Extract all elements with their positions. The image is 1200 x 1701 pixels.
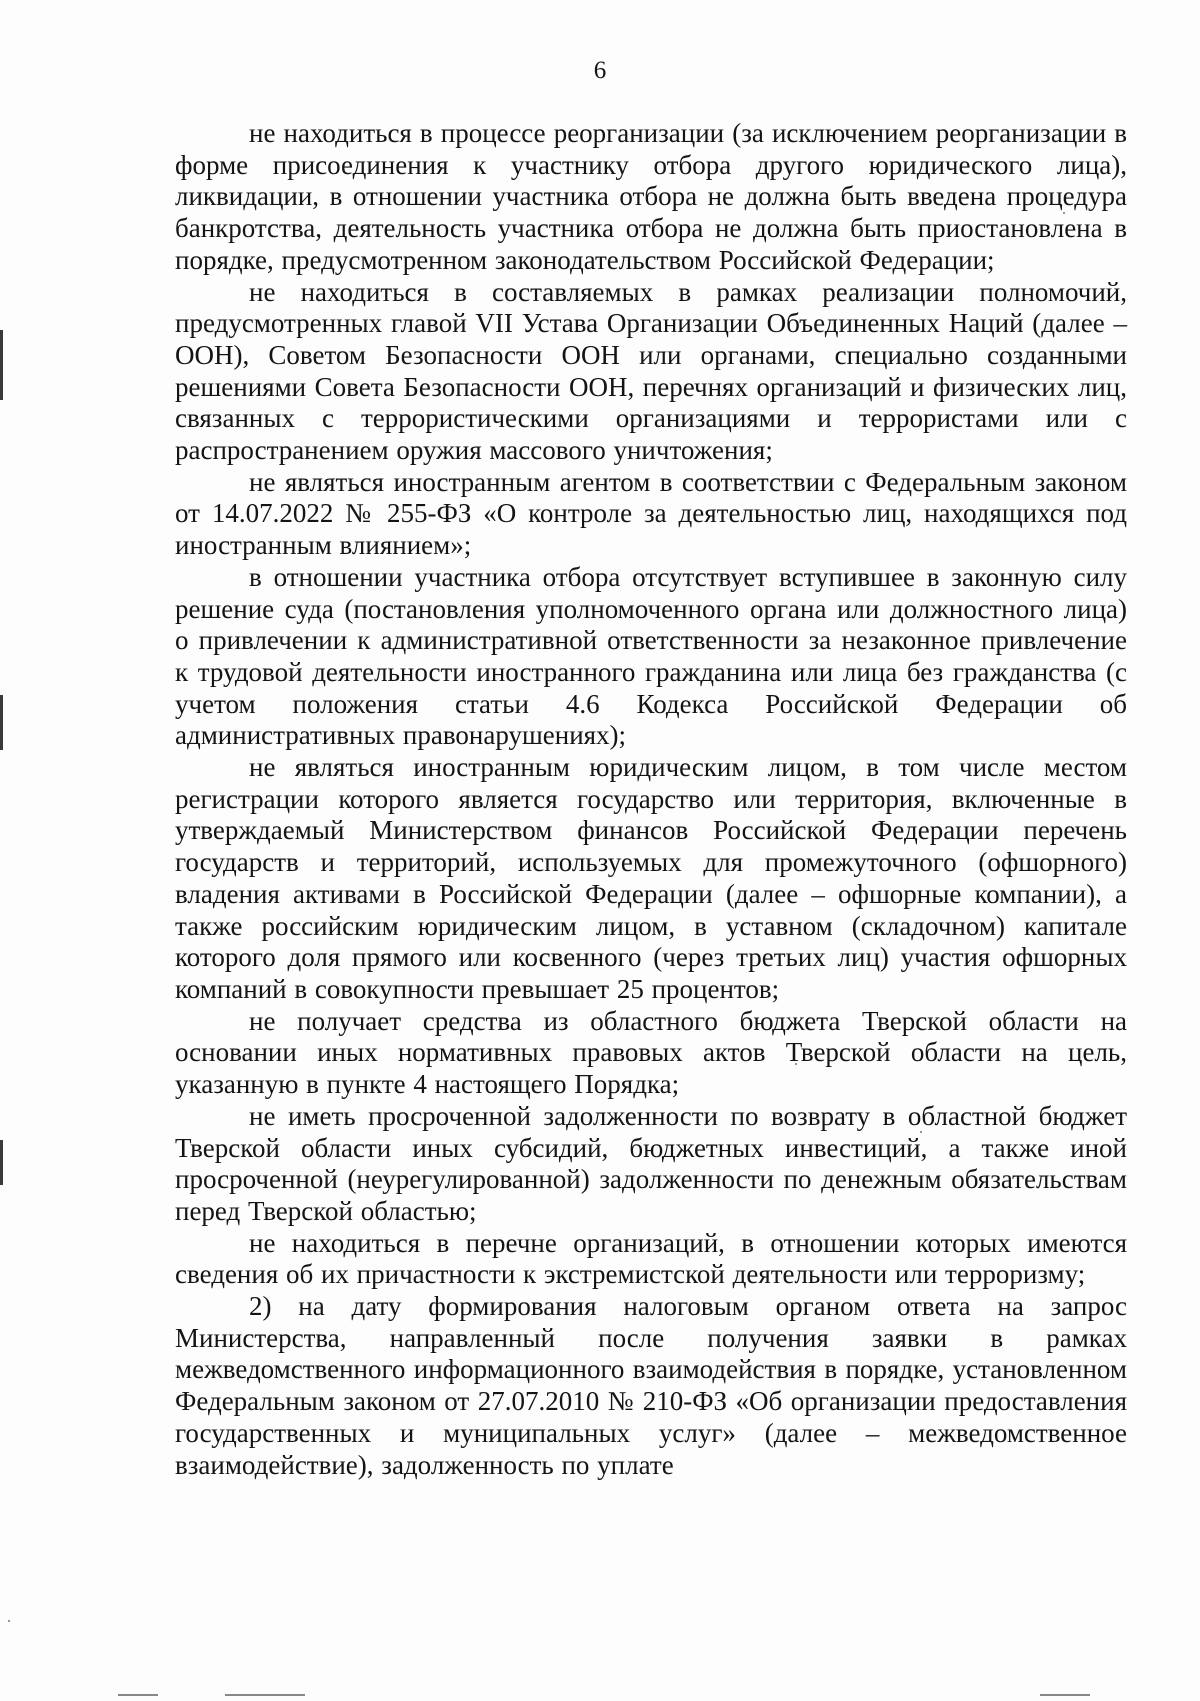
scan-bottom-line — [225, 1694, 305, 1696]
paragraph: не находиться в процессе реорганизации (за исключением реорганизации в форме присоединения к участнику отбора другого юридического лица), ликвидации, в отношении участника отбора не должна быть введена процедура банкротства, деятельность участника отбора не должна быть приостановлена в порядке, предусмотренном законодательством Российской Федерации; — [175, 118, 1127, 275]
paragraph: не находиться в составляемых в рамках реализации полномочий, предусмотренных главой VII Устава Организации Объединенных Наций (далее – ООН), Советом Безопасности ООН или органами, специально созданными решениями Совета Безопасности ООН, перечнях организаций и физических лиц, связанных с террористическими организациями и террористами или с распространением оружия массового уничтожения; — [175, 276, 1127, 466]
paragraph: не находиться в перечне организаций, в отношении которых имеются сведения об их причастности к экстремистской деятельности или терроризму; — [175, 1227, 1127, 1290]
paragraph: не получает средства из областного бюджета Тверской области на основании иных нормативных правовых актов Тверской области на цель, указанную в пункте 4 настоящего Порядка; — [175, 1005, 1127, 1100]
scan-edge-mark — [0, 1140, 3, 1185]
scan-edge-mark — [0, 330, 3, 400]
scan-edge-mark — [0, 695, 3, 750]
paragraph: в отношении участника отбора отсутствует вступившее в законную силу решение суда (постановления уполномоченного органа или должностного лица) о привлечении к административной ответственности за незаконное привлечение к трудовой деятельности иностранного гражданина или лица без гражданства (с учетом положения статьи 4.6 Кодекса Российской Федерации об административных правонарушениях); — [175, 561, 1127, 751]
paragraph: не являться иностранным агентом в соответствии с Федеральным законом от 14.07.2022 № 255-ФЗ «О контроле за деятельностью лиц, находящихся под иностранным влиянием»; — [175, 466, 1127, 561]
document-body — [175, 118, 1127, 1481]
scan-bottom-line — [1040, 1694, 1090, 1696]
scan-bottom-line — [118, 1694, 158, 1696]
paragraph: 2) на дату формирования налоговым органом ответа на запрос Министерства, направленный после получения заявки в рамках межведомственного информационного взаимодействия в порядке, установленном Федеральным законом от 27.07.2010 № 210-ФЗ «Об организации предоставления государственных и муниципальных услуг» (далее – межведомственное взаимодействие), задолженность по уплате — [175, 1291, 1127, 1480]
paragraph: не иметь просроченной задолженности по возврату в областной бюджет Тверской области иных субсидий, бюджетных инвестиций, а также иной просроченной (неурегулированной) задолженности по денежным обязательствам перед Тверской областью; — [175, 1100, 1127, 1226]
scan-speck — [8, 1620, 10, 1622]
page-number: 6 — [593, 57, 607, 84]
paragraph: не являться иностранным юридическим лицом, в том числе местом регистрации которого является государство или территория, включенные в утверждаемый Министерством финансов Российской Федерации перечень государств и территорий, используемых для промежуточного (офшорного) владения активами в Российской Федерации (далее – офшорные компании), а также российским юридическим лицом, в уставном (складочном) капитале которого доля прямого или косвенного (через третьих лиц) участия офшорных компаний в совокупности превышает 25 процентов; — [175, 752, 1127, 1004]
